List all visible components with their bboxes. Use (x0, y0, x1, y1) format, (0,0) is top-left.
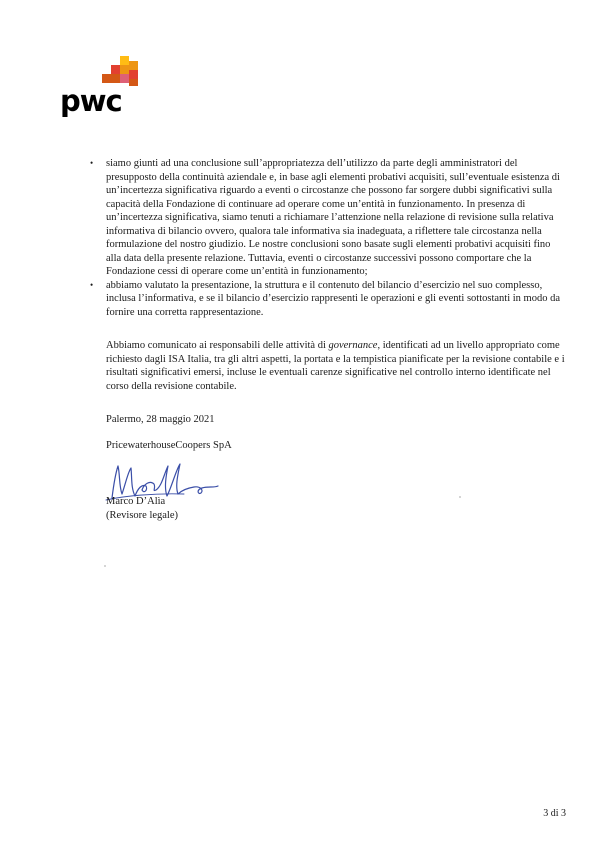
firm-name: PricewaterhouseCoopers SpA (106, 439, 232, 451)
bullet-dot-icon: • (90, 158, 94, 168)
bullet-text: siamo giunti ad una conclusione sull’appropriatezza dell’utilizzo da parte degli amministratori del presupposto della continuità aziendale e, in base agli elementi probativi acquisiti, sull’eventuale esistenza di un’incertezza significativa riguardo a eventi o circostanze che possono far sorgere dubbi significativi sulla capacità della Fondazione di continuare ad operare come un’entità in funzionamento. In presenza di un’incertezza significativa, siamo tenuti a richiamare l’attenzione nella relazione di revisione sulla relativa informativa di bilancio ovvero, qualora tale informativa sia inadeguata, a riflettere tale circostanza nella formulazione del nostro giudizio. Le nostre conclusioni sono basate sugli elementi probativi acquisiti fino alla data della presente relazione. Tuttavia, eventi o circostanze successivi possono comportare che la Fondazione cessi di operare come un’entità in funzionamento; (106, 158, 560, 277)
governance-paragraph-end: , identificati ad un livello appropriato come richiesto dagli ISA Italia, tra gli altri aspetti, la portata e la tempistica pianificate per la revisione contabile e i risultati significativi emersi, incluse le eventuali carenze significative nel controllo interno identificate nel corso della revisione contabile. (106, 340, 565, 392)
pwc-wordmark: pwc (60, 84, 122, 118)
pwc-logo (60, 56, 140, 116)
signer-name: Marco D’Alìa (106, 496, 166, 507)
bullet-list (90, 157, 566, 319)
bullet-text: abbiamo valutato la presentazione, la struttura e il contenuto del bilancio d’esercizio nel suo complesso, inclusa l’informativa, e se il bilancio d’esercizio rappresenti le operazioni e gli eventi sottostanti in modo da fornire una corretta rappresentazione. (106, 279, 560, 318)
scan-speck (104, 565, 106, 567)
bullet-item-going-concern (90, 157, 566, 279)
signer-role: (Revisore legale) (106, 509, 179, 521)
governance-paragraph-start: Abbiamo comunicato ai responsabili delle attività di (106, 340, 329, 351)
signer-block (106, 495, 178, 522)
governance-term: governance (328, 340, 378, 351)
page-number: 3 di 3 (543, 808, 566, 819)
document-body (90, 157, 566, 452)
place-date: Palermo, 28 maggio 2021 (106, 414, 215, 425)
governance-paragraph (106, 339, 566, 393)
scan-speck (459, 496, 461, 498)
bullet-item-presentation (90, 279, 566, 320)
bullet-dot-icon: • (90, 279, 94, 290)
